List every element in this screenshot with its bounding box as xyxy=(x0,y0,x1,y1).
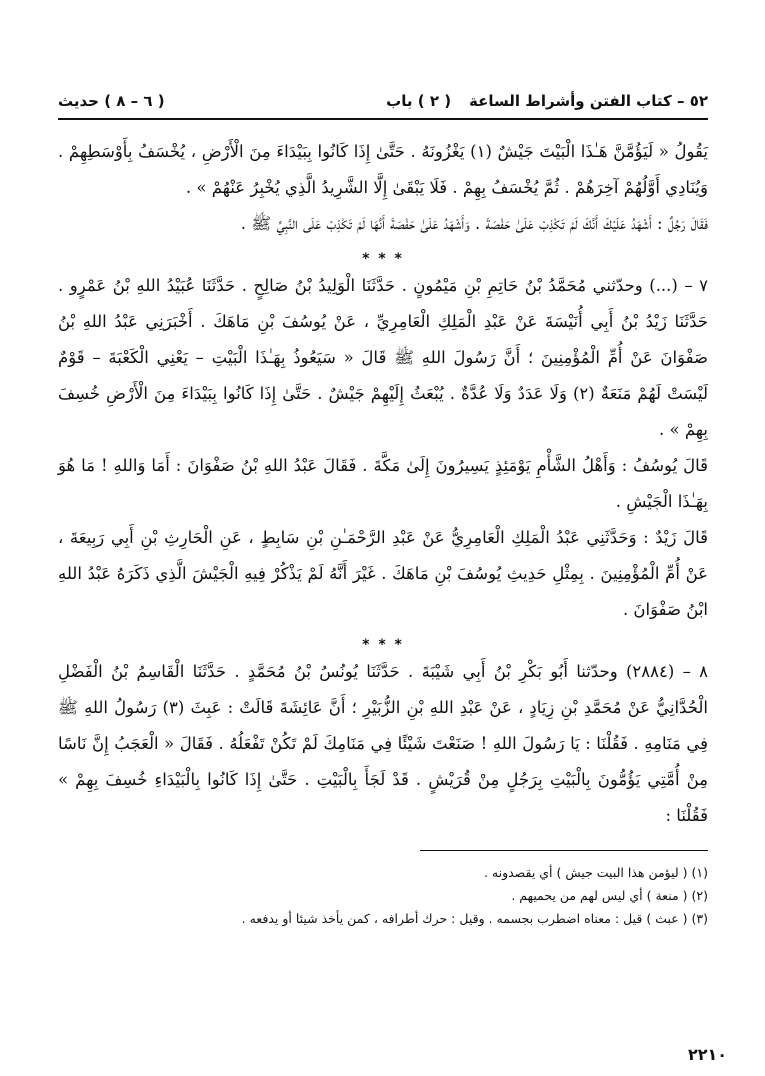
running-header xyxy=(58,86,708,116)
paragraph: فَقَالَ رَجُلٌ : أَشْهَدُ عَلَيْكَ أَنَّكَ لَمْ تَكْذِبْ عَلَىٰ حَفْصَةَ . وَأَشْهَدُ عَلَىٰ حَفْصَةَ أَنَّهَا لَمْ تَكْذِبْ عَلَى النَّبِيِّ ﷺ . xyxy=(240,214,708,233)
hadith-6-ending xyxy=(58,134,708,242)
book-page xyxy=(58,86,708,1046)
footnote: (٢) ( منعة ) أي ليس لهم من يحميهم . xyxy=(511,888,708,903)
paragraph: ٧ – (...) وحدّثني مُحَمَّدُ بْنُ حَاتِمِ بْنِ مَيْمُونٍ . حَدَّثَنَا الْوَلِيدُ بْنُ صَالِحٍ . حَدَّثَنَا عُبَيْدُ اللهِ بْنُ عَمْرٍو . حَدَّثَنَا زَيْدُ بْنُ أَبِي أُنَيْسَةَ عَنْ عَبْدِ الْمَلِكِ الْعَامِرِيِّ ، عَنْ يُوسُفَ بْنِ مَاهَكَ . أَخْبَرَنِي عَبْدُ اللهِ بْنُ صَفْوَانَ عَنْ أُمِّ الْمُؤْمِنِينَ ؛ أَنَّ رَسُولَ اللهِ ﷺ قَالَ « سَيَعُوذُ بِهَـٰذَا الْبَيْتِ – يَعْنِي الْكَعْبَةَ – قَوْمٌ لَيْسَتْ لَهُمْ مَنَعَةٌ (٢) وَلَا عَدَدٌ وَلَا عُدَّةٌ . يُبْعَثُ إِلَيْهِمْ جَيْشٌ . حَتَّىٰ إِذَا كَانُوا بِبَيْدَاءَ مِنَ الْأَرْضِ خُسِفَ بِهِمْ » . xyxy=(58,276,708,439)
footnotes xyxy=(58,861,708,930)
section-separator: * * * xyxy=(362,637,404,653)
footnote: (١) ( ليؤمن هذا البيت جيش ) أي يقصدونه . xyxy=(483,865,708,880)
page-number: ٢٢١٠ xyxy=(687,1045,727,1064)
paragraph: قَالَ زَيْدٌ : وَحَدَّثَنِي عَبْدُ الْمَلِكِ الْعَامِرِيُّ عَنْ عَبْدِ الرَّحْمَـٰنِ بْنِ سَابِطٍ ، عَنِ الْحَارِثِ بْنِ أَبِي رَبِيعَةَ ، عَنْ أُمِّ الْمُؤْمِنِينَ . بِمِثْلِ حَدِيثِ يُوسُفَ بْنِ مَاهَكَ . غَيْرَ أَنَّهُ لَمْ يَذْكُرْ فِيهِ الْجَيْشَ الَّذِي ذَكَرَهُ عَبْدُ اللهِ ابْنُ صَفْوَانَ . xyxy=(58,528,708,619)
hadith-7 xyxy=(58,268,708,628)
hadith-8 xyxy=(58,654,708,834)
section-separator: * * * xyxy=(362,251,404,267)
book-title: ٥٢ – كتاب الفتن وأشراط الساعة xyxy=(469,92,708,110)
footnote-rule xyxy=(420,850,708,851)
paragraph: يَقُولُ « لَيَؤُمَّنَّ هَـٰذَا الْبَيْتَ جَيْشٌ (١) يَغْزُونَهُ . حَتَّىٰ إِذَا كَانُوا بِبَيْدَاءَ مِنَ الْأَرْضِ ، يُخْسَفُ بِأَوْسَطِهِمْ . وَيُنَادِي أَوَّلُهُمْ آخِرَهُمْ . ثُمَّ يُخْسَفُ بِهِمْ . فَلَا يَبْقَىٰ إِلَّا الشَّرِيدُ الَّذِي يُخْبِرُ عَنْهُمْ » . xyxy=(58,142,708,197)
paragraph: قَالَ يُوسُفُ : وَأَهْلُ الشَّأْمِ يَوْمَئِذٍ يَسِيرُونَ إِلَىٰ مَكَّةَ . فَقَالَ عَبْدُ اللهِ بْنُ صَفْوَانَ : أَمَا وَاللهِ ! مَا هُوَ بِهَـٰذَا الْجَيْشِ . xyxy=(58,456,708,511)
paragraph: ٨ – (٢٨٨٤) وحدّثنا أَبُو بَكْرِ بْنُ أَبِي شَيْبَةَ . حَدَّثَنَا يُونُسُ بْنُ مُحَمَّدٍ . حَدَّثَنَا الْقَاسِمُ بْنُ الْفَضْلِ الْحُدَّانِيُّ عَنْ مُحَمَّدِ بْنِ زِيَادٍ ، عَنْ عَبْدِ اللهِ بْنِ الزُّبَيْرِ ؛ أَنَّ عَائِشَةَ قَالَتْ : عَبِثَ (٣) رَسُولُ اللهِ ﷺ فِي مَنَامِهِ . فَقُلْنَا : يَا رَسُولَ اللهِ ! صَنَعْتَ شَيْئًا فِي مَنَامِكَ لَمْ تَكُنْ تَفْعَلُهُ . فَقَالَ « الْعَجَبُ إِنَّ نَاسًا مِنْ أُمَّتِي يَؤُمُّونَ بِالْبَيْتِ بِرَجُلٍ مِنْ قُرَيْشٍ . قَدْ لَجَأَ بِالْبَيْتِ . حَتَّىٰ إِذَا كَانُوا بِالْبَيْدَاءِ خُسِفَ بِهِمْ » فَقُلْنَا : xyxy=(58,662,708,825)
chapter-label: ( ٢ ) باب xyxy=(386,92,452,110)
footnote: (٣) ( عبث ) قيل : معناه اضطرب بجسمه . وقيل : حرك أطرافه ، كمن يأخذ شيئا أو يدفعه . xyxy=(241,911,708,926)
header-rule xyxy=(58,118,708,120)
hadith-range: ( ٦ – ٨ ) حديث xyxy=(58,92,165,110)
